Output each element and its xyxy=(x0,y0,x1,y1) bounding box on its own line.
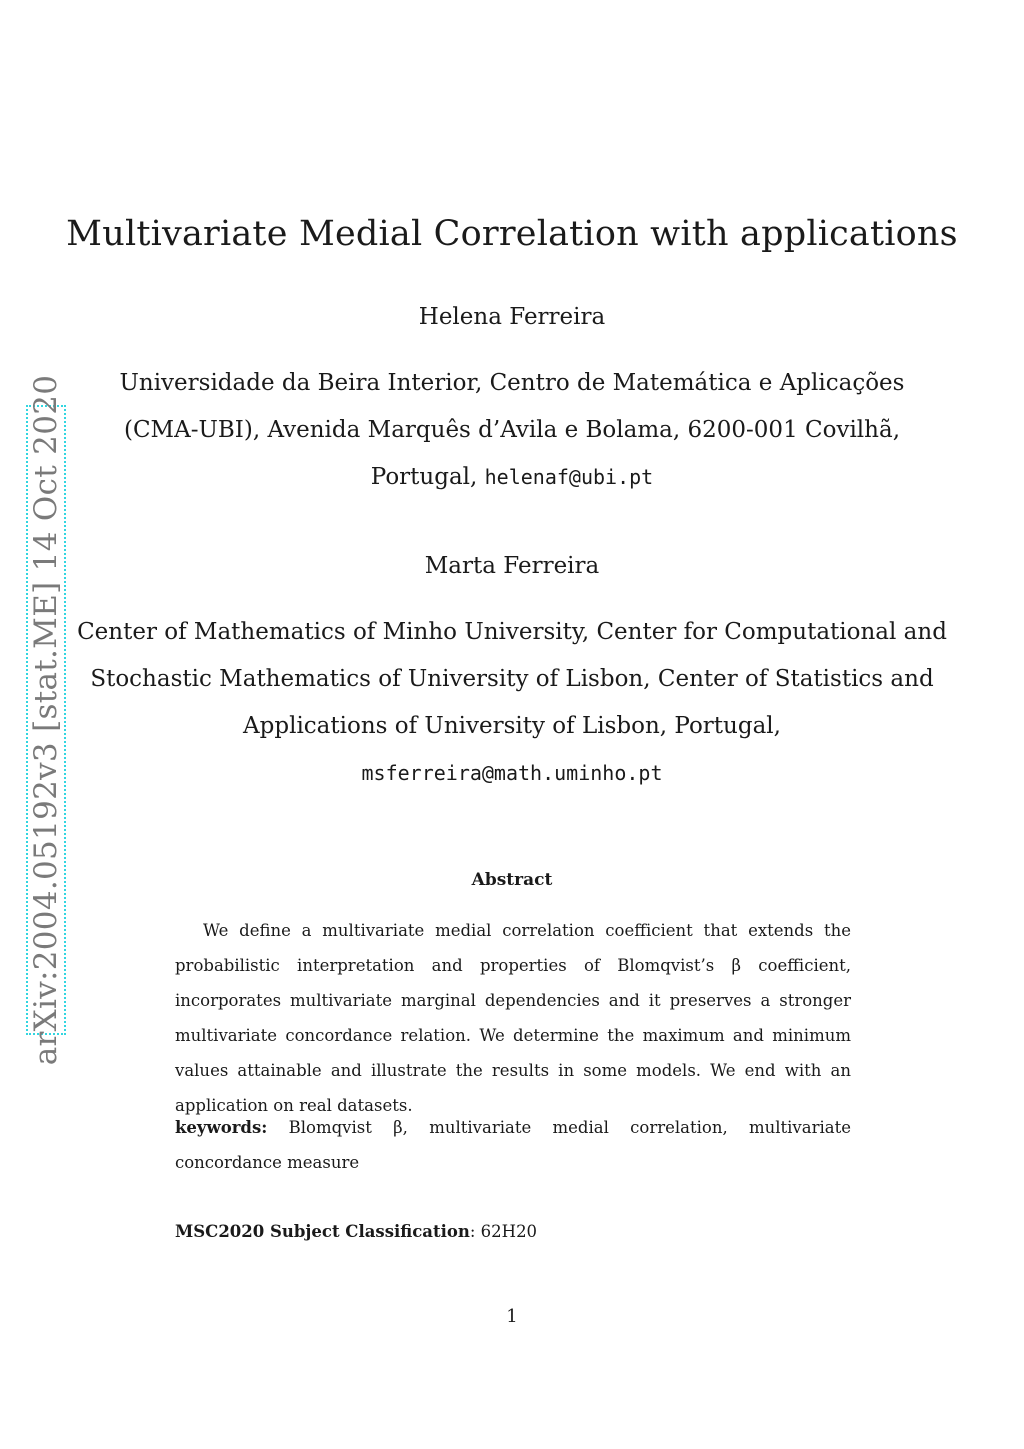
author-2-affiliation xyxy=(0,609,1024,797)
affiliation-country: Portugal, xyxy=(370,464,485,490)
affiliation-line: Applications of University of Lisbon, Portugal, xyxy=(243,713,781,739)
abstract-text: We define a multivariate medial correlation coefficient that extends the probabilistic interpretation and properties of Blomqvist’s β coefficient, incorporates multivariate marginal dependencies and it preserves a stronger multivariate concordance relation. We determine the maximum and minimum values attainable and illustrate the results in some models. We end with an application on real datasets. xyxy=(175,921,851,1115)
msc-label: MSC2020 Subject Classification xyxy=(175,1222,470,1241)
msc-classification xyxy=(175,1214,537,1249)
author-name-1: Helena Ferreira xyxy=(418,304,606,330)
email-link-2[interactable]: msferreira@math.uminho.pt xyxy=(361,761,663,785)
affiliation-line: (CMA-UBI), Avenida Marquês d’Avila e Bolama, 6200-001 Covilhã, xyxy=(123,417,900,443)
affiliation-line: Stochastic Mathematics of University of Lisbon, Center of Statistics and xyxy=(90,666,934,692)
author-name-2: Marta Ferreira xyxy=(424,553,600,579)
msc-text: : 62H20 xyxy=(469,1222,538,1241)
page-number: 1 xyxy=(506,1306,518,1327)
affiliation-line-email xyxy=(0,454,1024,501)
email-link-1[interactable]: helenaf@ubi.pt xyxy=(484,465,654,489)
affiliation-line: Center of Mathematics of Minho University, Center for Computational and xyxy=(77,619,947,645)
author-1-affiliation xyxy=(0,360,1024,501)
paper-title: Multivariate Medial Correlation with applications xyxy=(66,214,958,254)
affiliation-line: Universidade da Beira Interior, Centro de Matemática e Aplicações xyxy=(119,370,905,396)
keywords-label: keywords: xyxy=(175,1118,268,1137)
keywords-paragraph xyxy=(175,1110,851,1180)
keywords-text: Blomqvist β, multivariate medial correlation, multivariate concordance measure xyxy=(175,1118,851,1172)
abstract-heading: Abstract xyxy=(471,870,553,890)
arxiv-identifier: arXiv:2004.05192v3 [stat.ME] 14 Oct 2020 xyxy=(28,374,64,1066)
